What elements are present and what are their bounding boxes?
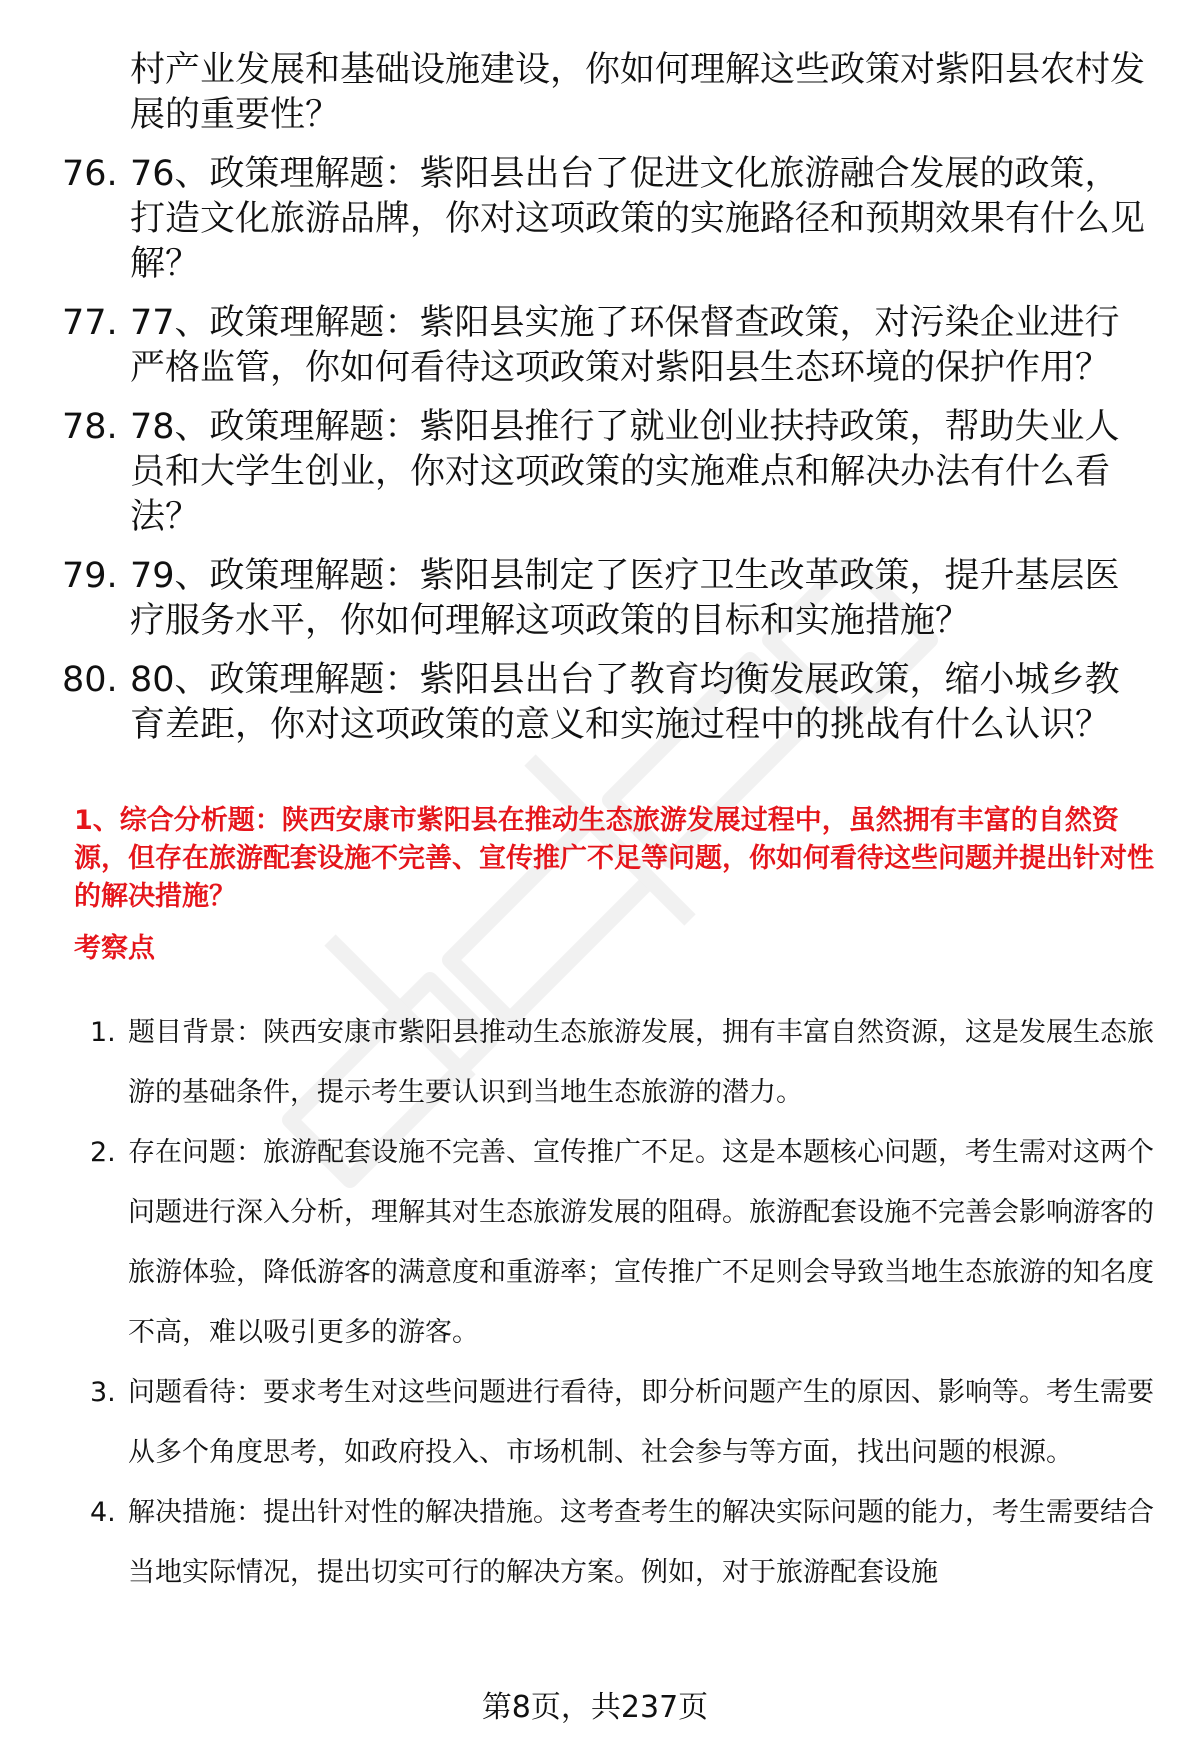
question-text: 76、政策理解题：紫阳县出台了促进文化旅游融合发展的政策，打造文化旅游品牌，你对这项政策的实施路径和预期效果有什么见解？ — [130, 154, 1146, 284]
point-text: 存在问题：旅游配套设施不完善、宣传推广不足。这是本题核心问题，考生需对这两个问题进行深入分析，理解其对生态旅游发展的阻碍。旅游配套设施不完善会影响游客的旅游体验，降低游客的满意度和重游率；宣传推广不足则会导致当地生态旅游的知名度不高，难以吸引更多的游客。 — [128, 1137, 1154, 1348]
point-text: 题目背景：陕西安康市紫阳县推动生态旅游发展，拥有丰富自然资源，这是发展生态旅游的基础条件，提示考生要认识到当地生态旅游的潜力。 — [128, 1017, 1154, 1108]
point-text: 解决措施：提出针对性的解决措施。这考查考生的解决实际问题的能力，考生需要结合当地实际情况，提出切实可行的解决方案。例如，对于旅游配套设施 — [128, 1497, 1154, 1588]
examination-points-list — [78, 1003, 1158, 1603]
question-number: 77. — [62, 303, 118, 343]
question-number: 80. — [62, 660, 118, 700]
question-number: 76. — [62, 154, 118, 194]
question-number: 78. — [62, 407, 118, 447]
question-text: 77、政策理解题：紫阳县实施了环保督查政策，对污染企业进行严格监管，你如何看待这项政策对紫阳县生态环境的保护作用？ — [130, 303, 1120, 388]
question-number: 79. — [62, 556, 118, 596]
question-text: 78、政策理解题：紫阳县推行了就业创业扶持政策，帮助失业人员和大学生创业，你对这项政策的实施难点和解决办法有什么看法？ — [130, 407, 1120, 537]
point-number: 4. — [90, 1497, 116, 1528]
point-number: 1. — [90, 1017, 116, 1048]
list-item — [62, 658, 1154, 748]
point-text: 问题看待：要求考生对这些问题进行看待，即分析问题产生的原因、影响等。考生需要从多个角度思考，如政府投入、市场机制、社会参与等方面，找出问题的根源。 — [128, 1377, 1154, 1468]
list-item — [78, 1003, 1158, 1123]
section-heading: 1、综合分析题：陕西安康市紫阳县在推动生态旅游发展过程中，虽然拥有丰富的自然资源，但存在旅游配套设施不完善、宣传推广不足等问题，你如何看待这些问题并提出针对性的解决措施？ — [74, 805, 1154, 912]
point-number: 2. — [90, 1137, 116, 1168]
question-list — [62, 48, 1154, 762]
list-item — [62, 405, 1154, 540]
list-item — [78, 1123, 1158, 1363]
page-footer: 第8页，共237页 — [481, 1690, 709, 1725]
list-item — [62, 152, 1154, 287]
list-item — [62, 554, 1154, 644]
list-item — [62, 301, 1154, 391]
list-item — [78, 1363, 1158, 1483]
question-continuation: 村产业发展和基础设施建设，你如何理解这些政策对紫阳县农村发展的重要性？ — [130, 50, 1146, 135]
section-label: 考察点 — [74, 933, 155, 964]
question-text: 80、政策理解题：紫阳县出台了教育均衡发展政策，缩小城乡教育差距，你对这项政策的意义和实施过程中的挑战有什么认识？ — [130, 660, 1120, 745]
point-number: 3. — [90, 1377, 116, 1408]
question-text: 79、政策理解题：紫阳县制定了医疗卫生改革政策，提升基层医疗服务水平，你如何理解这项政策的目标和实施措施？ — [130, 556, 1120, 641]
list-item — [78, 1483, 1158, 1603]
